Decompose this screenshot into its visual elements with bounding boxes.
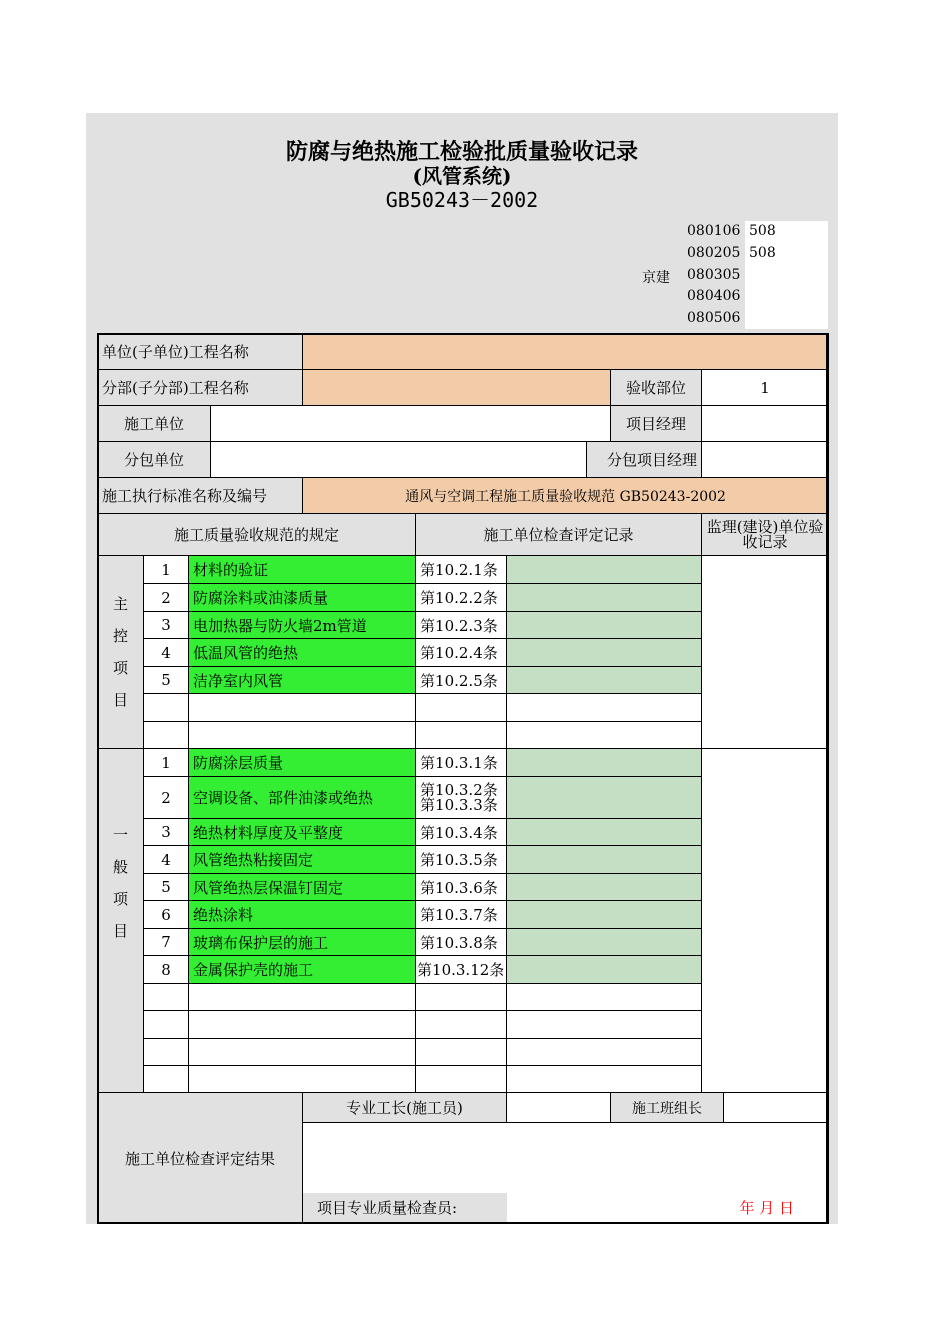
empty-no-cell[interactable] — [144, 694, 189, 722]
main-item-check[interactable] — [507, 667, 702, 694]
general-item-clause: 第10.3.7条 — [416, 901, 507, 929]
general-item-clause: 第10.3.8条 — [416, 929, 507, 956]
unit-project-label: 单位(子单位)工程名称 — [98, 334, 303, 370]
date-label: 年 月 日 — [507, 1193, 829, 1224]
general-item-no: 6 — [144, 901, 189, 929]
team-leader-label: 施工班组长 — [611, 1093, 724, 1123]
empty-clause-cell[interactable] — [416, 722, 507, 749]
general-item-check[interactable] — [507, 777, 702, 819]
main-item-clause: 第10.2.2条 — [416, 584, 507, 612]
main-items-label: 主 控 项 目 — [98, 556, 144, 749]
general-item-name: 防腐涂层质量 — [189, 749, 416, 777]
main-item-name: 低温风管的绝热 — [189, 639, 416, 667]
main-item-check[interactable] — [507, 612, 702, 639]
general-item-check[interactable] — [507, 846, 702, 874]
main-item-name: 电加热器与防火墙2m管道 — [189, 612, 416, 639]
unit-project-field[interactable] — [303, 334, 829, 370]
acceptance-part-field[interactable]: 1 — [702, 370, 829, 406]
general-item-name: 绝热材料厚度及平整度 — [189, 819, 416, 846]
column-check: 施工单位检查评定记录 — [416, 514, 702, 556]
contractor-field[interactable] — [211, 406, 611, 442]
empty-check-cell[interactable] — [507, 1039, 702, 1066]
main-item-no: 2 — [144, 584, 189, 612]
code-num-2: 508 — [749, 245, 776, 261]
empty-clause-cell[interactable] — [416, 1039, 507, 1066]
empty-name-cell[interactable] — [189, 1011, 416, 1039]
code-1: 080106 — [687, 223, 741, 239]
general-item-name: 金属保护壳的施工 — [189, 956, 416, 984]
empty-no-cell[interactable] — [144, 1011, 189, 1039]
empty-clause-cell[interactable] — [416, 694, 507, 722]
main-item-no: 3 — [144, 612, 189, 639]
general-item-no: 2 — [144, 777, 189, 819]
code-num-1: 508 — [749, 223, 776, 239]
code-2: 080205 — [687, 245, 741, 261]
foreman-field[interactable] — [507, 1093, 611, 1123]
empty-check-cell[interactable] — [507, 1011, 702, 1039]
team-leader-field[interactable] — [724, 1093, 829, 1123]
empty-name-cell[interactable] — [189, 722, 416, 749]
result-field[interactable] — [303, 1123, 829, 1193]
empty-check-cell[interactable] — [507, 694, 702, 722]
empty-check-cell[interactable] — [507, 1066, 702, 1093]
general-item-clause: 第10.3.1条 — [416, 749, 507, 777]
empty-name-cell[interactable] — [189, 1066, 416, 1093]
main-item-name: 材料的验证 — [189, 556, 416, 584]
general-item-check[interactable] — [507, 874, 702, 901]
code-3: 080305 — [687, 267, 741, 283]
general-item-no: 1 — [144, 749, 189, 777]
general-items-label: 一 般 项 目 — [98, 749, 144, 1093]
empty-no-cell[interactable] — [144, 1039, 189, 1066]
empty-no-cell[interactable] — [144, 722, 189, 749]
code-4: 080406 — [687, 288, 741, 304]
general-item-name: 玻璃布保护层的施工 — [189, 929, 416, 956]
general-item-no: 4 — [144, 846, 189, 874]
general-item-name: 绝热涂料 — [189, 901, 416, 929]
main-item-no: 1 — [144, 556, 189, 584]
form-standard: GB50243－2002 — [385, 188, 539, 212]
general-item-no: 5 — [144, 874, 189, 901]
empty-clause-cell[interactable] — [416, 1011, 507, 1039]
sub-manager-field[interactable] — [702, 442, 829, 478]
form-subtitle: (风管系统) — [412, 164, 512, 188]
standard-label: 施工执行标准名称及编号 — [98, 478, 303, 514]
empty-clause-cell[interactable] — [416, 984, 507, 1011]
code-prefix: 京建 — [642, 270, 670, 286]
acceptance-part-label: 验收部位 — [611, 370, 702, 406]
empty-clause-cell[interactable] — [416, 1066, 507, 1093]
empty-name-cell[interactable] — [189, 1039, 416, 1066]
empty-name-cell[interactable] — [189, 984, 416, 1011]
main-item-name: 洁净室内风管 — [189, 667, 416, 694]
main-item-clause: 第10.2.3条 — [416, 612, 507, 639]
general-item-clause: 第10.3.5条 — [416, 846, 507, 874]
sub-project-field[interactable] — [303, 370, 611, 406]
main-item-no: 4 — [144, 639, 189, 667]
main-item-check[interactable] — [507, 584, 702, 612]
empty-check-cell[interactable] — [507, 984, 702, 1011]
empty-no-cell[interactable] — [144, 1066, 189, 1093]
standard-field[interactable]: 通风与空调工程施工质量验收规范 GB50243-2002 — [303, 478, 829, 514]
subcontractor-label: 分包单位 — [98, 442, 211, 478]
column-supervision: 监理(建设)单位验收记录 — [702, 514, 829, 556]
code-5: 080506 — [687, 310, 741, 326]
empty-check-cell[interactable] — [507, 722, 702, 749]
inspector-label: 项目专业质量检查员: — [303, 1193, 507, 1224]
general-item-clause: 第10.3.6条 — [416, 874, 507, 901]
sub-manager-label: 分包项目经理 — [587, 442, 702, 478]
general-item-check[interactable] — [507, 749, 702, 777]
empty-no-cell[interactable] — [144, 984, 189, 1011]
general-item-name: 风管绝热粘接固定 — [189, 846, 416, 874]
project-manager-label: 项目经理 — [611, 406, 702, 442]
general-item-check[interactable] — [507, 929, 702, 956]
general-supervision-cell[interactable] — [702, 749, 829, 1093]
general-item-clause: 第10.3.4条 — [416, 819, 507, 846]
general-item-check[interactable] — [507, 901, 702, 929]
inspection-form — [97, 333, 829, 1224]
main-item-name: 防腐涂料或油漆质量 — [189, 584, 416, 612]
empty-name-cell[interactable] — [189, 694, 416, 722]
general-item-no: 8 — [144, 956, 189, 984]
main-supervision-cell[interactable] — [702, 556, 829, 749]
subcontractor-field[interactable] — [211, 442, 587, 478]
general-item-check[interactable] — [507, 956, 702, 984]
general-item-clause: 第10.3.12条 — [416, 956, 507, 984]
main-item-clause: 第10.2.5条 — [416, 667, 507, 694]
contractor-label: 施工单位 — [98, 406, 211, 442]
general-item-name: 风管绝热层保温钉固定 — [189, 874, 416, 901]
general-item-check[interactable] — [507, 819, 702, 846]
main-item-no: 5 — [144, 667, 189, 694]
foreman-label: 专业工长(施工员) — [303, 1093, 507, 1123]
column-spec: 施工质量验收规范的规定 — [98, 514, 416, 556]
main-item-check[interactable] — [507, 556, 702, 584]
code-box — [610, 221, 828, 329]
main-item-clause: 第10.2.1条 — [416, 556, 507, 584]
main-item-clause: 第10.2.4条 — [416, 639, 507, 667]
main-item-check[interactable] — [507, 639, 702, 667]
general-item-no: 7 — [144, 929, 189, 956]
project-manager-field[interactable] — [702, 406, 829, 442]
general-item-name: 空调设备、部件油漆或绝热 — [189, 777, 416, 819]
general-item-no: 3 — [144, 819, 189, 846]
form-title: 防腐与绝热施工检验批质量验收记录 — [285, 139, 638, 165]
sub-project-label: 分部(子分部)工程名称 — [98, 370, 303, 406]
result-label: 施工单位检查评定结果 — [98, 1093, 303, 1224]
general-item-clause: 第10.3.2条 第10.3.3条 — [416, 777, 507, 819]
